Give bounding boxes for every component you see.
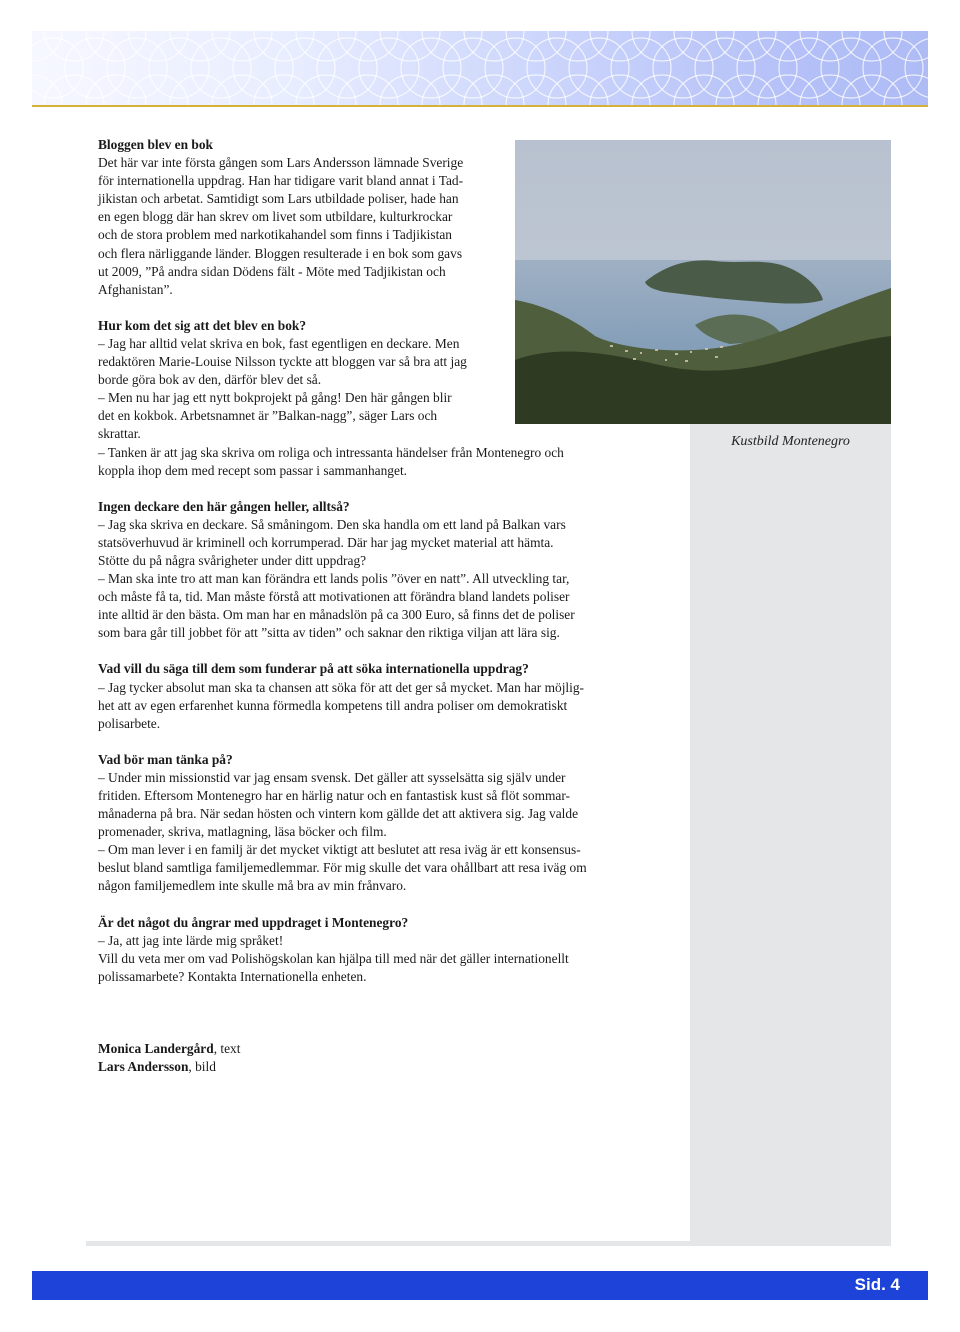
text-line: – Jag tycker absolut man ska ta chansen att söka för att det ger så mycket. Man har möjlig- [98,679,585,695]
paragraph [98,769,658,896]
text-line: – Jag ska skriva en deckare. Så småningom. Den ska handla om ett land på Balkan vars [98,516,566,532]
text-line: för internationella uppdrag. Han har tidigare varit bland annat i Tad- [98,173,464,189]
byline-photo [98,1058,658,1076]
circle-pattern-decoration [32,31,928,105]
text-line: – Men nu har jag ett nytt bokprojekt på gång! Den här gången blir [98,390,452,406]
section-heading: Är det något du ångrar med uppdraget i Montenegro? [98,914,409,930]
text-line: fritiden. Eftersom Montenegro har en härlig natur och en fantastisk kust så flöt sommar- [98,788,570,803]
text-line: statsöverhuvud är kriminell och korrumperad. Där har jag mycket material att hämta. [98,534,554,550]
byline-role: , text [213,1040,241,1056]
byline-text [98,1040,658,1058]
text-line: Afghanistan”. [98,281,173,297]
section-heading: Vad bör man tänka på? [98,751,233,767]
article-column [98,136,658,1076]
text-line: – Jag har alltid velat skriva en bok, fast egentligen en deckare. Men [98,335,460,351]
text-line: redaktören Marie-Louise Nilsson tyckte att bloggen var så bra att jag [98,354,467,370]
text-line: – Ja, att jag inte lärde mig språket! [98,932,284,948]
paragraph [98,516,658,643]
footer-bar [32,1271,928,1300]
text-line: Stötte du på några svårigheter under ditt uppdrag? [98,552,367,568]
text-line: beslut bland samtliga familjemedlemmar. För mig skulle det vara ohållbart att resa iväg om [98,860,587,876]
header-banner [32,31,928,107]
text-line: koppla ihop dem med recept som passar i sammanhanget. [98,462,408,478]
text-line: jikistan och arbetat. Samtidigt som Lars utbildade poliser, hade han [98,191,459,207]
paragraph [98,679,658,733]
text-line: inte alltid är den bästa. Om man har en månadslön på ca 300 Euro, så finns det de poliser [98,607,575,623]
text-line: – Under min missionstid var jag ensam svensk. Det gäller att sysselsätta sig själv under [98,769,566,785]
text-line: och de stora problem med narkotikahandel som finns i Tadjikistan [98,227,452,243]
bottom-rule [86,1241,691,1246]
section-heading: Ingen deckare den här gången heller, alltså? [98,498,350,514]
text-line: Det här var inte första gången som Lars Andersson lämnade Sverige [98,155,464,171]
paragraph [98,932,658,986]
text-line: som bara går till jobbet för att ”sitta av tiden” och saknar den riktiga viljan att lära sig. [98,625,560,641]
text-line: – Om man lever i en familj är det mycket viktigt att beslutet att resa iväg är ett konsensus- [98,842,581,858]
text-line: borde göra bok av den, därför blev det så. [98,372,322,388]
text-line: det en kokbok. Arbetsnamnet är ”Balkan-nagg”, säger Lars och [98,408,438,424]
paragraph [98,154,516,299]
text-line: polisarbete. [98,715,161,731]
text-line: polissamarbete? Kontakta Internationella enheten. [98,968,367,984]
text-line: – Man ska inte tro att man kan förändra ett lands polis ”över en natt”. All utveckling tar, [98,571,570,587]
text-line: månaderna på bra. När sedan hösten och vintern kom gällde det att aktivera sig. Jag valde [98,806,579,822]
text-line: skrattar. [98,426,141,442]
text-line: Vill du veta mer om vad Polishögskolan kan hjälpa till med när det gäller internationellt [98,950,569,966]
text-line: – Tanken är att jag ska skriva om roliga och intressanta händelser från Montenegro och [98,444,564,460]
byline-author: Monica Landergård [98,1040,214,1056]
text-line: någon familjemedlem inte skulle må bra av min frånvaro. [98,878,407,894]
section-heading: Bloggen blev en bok [98,137,213,152]
text-line: ut 2009, ”På andra sidan Dödens fält - Möte med Tadjikistan och [98,263,446,279]
byline-role: , bild [188,1059,216,1075]
page-number: Sid. 4 [854,1275,900,1294]
text-line: promenader, skriva, matlagning, läsa böcker och film. [98,824,387,840]
text-line: och flera närliggande länder. Bloggen resulterade i en bok som gavs [98,245,463,261]
paragraph [98,335,658,480]
text-line: het att av egen erfarenhet kunna förmedla kompetens till andra poliser om demokratiskt [98,697,568,713]
section-heading: Vad vill du säga till dem som funderar på att söka internationella uppdrag? [98,661,529,677]
photo-caption: Kustbild Montenegro [731,434,850,449]
byline-photographer: Lars Andersson [98,1059,189,1075]
text-line: och måste få ta, tid. Man måste förstå att motivationen att förändra bland landets poliser [98,589,570,605]
text-line: en egen blogg där han skrev om livet som utbildare, kulturkrockar [98,209,453,225]
section-heading: Hur kom det sig att det blev en bok? [98,317,307,333]
